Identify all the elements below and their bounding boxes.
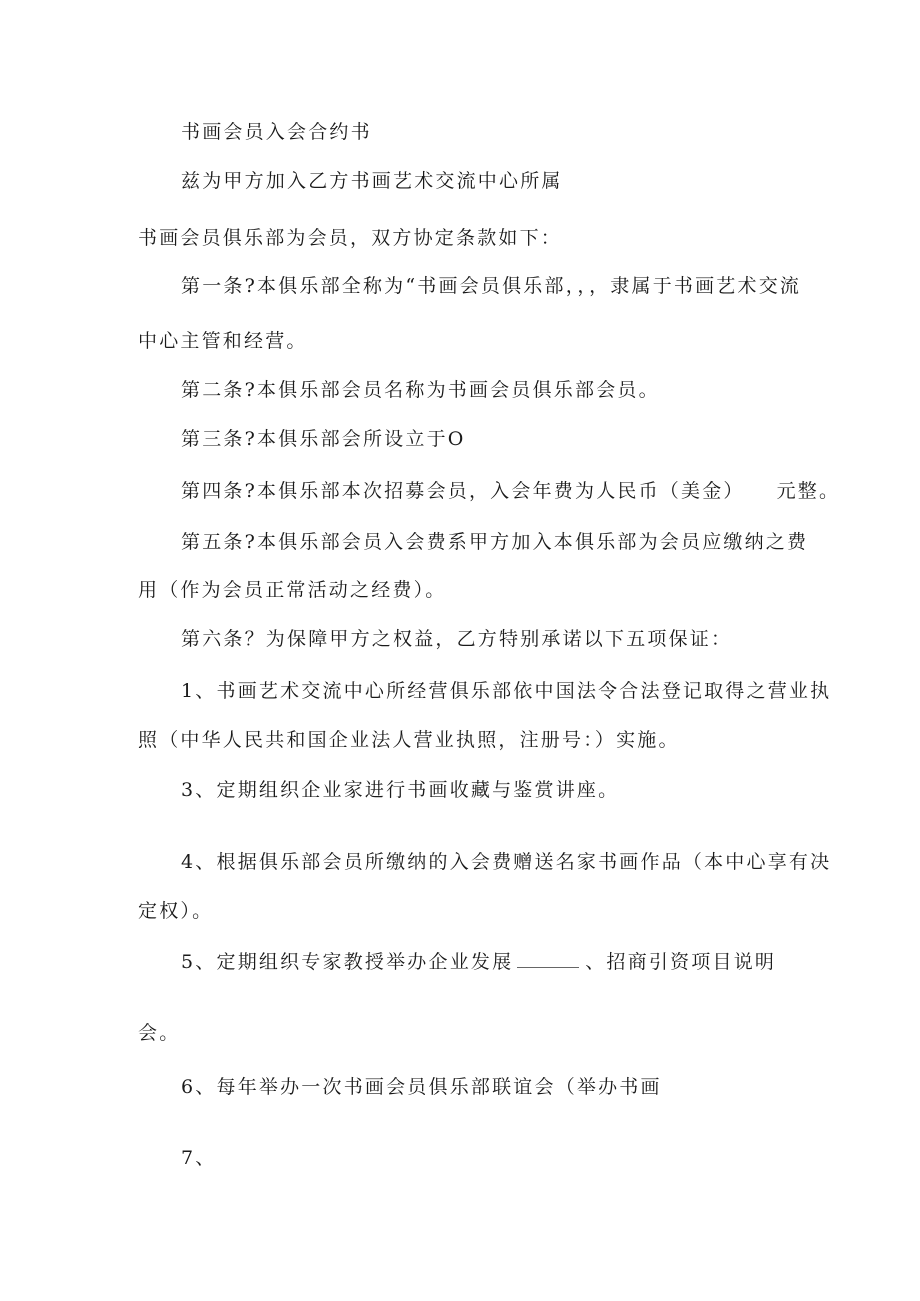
- article-5-line-1: 第五条?本俱乐部会员入会费系甲方加入本俱乐部为会员应缴纳之费: [181, 531, 809, 553]
- article-1-line-2: 中心主管和经营。: [138, 330, 308, 352]
- document-title: 书画会员入会合约书: [181, 121, 372, 143]
- article-4-text: 第四条?本俱乐部本次招募会员，入会年费为人民币（美金）: [181, 480, 745, 502]
- intro-line-1: 兹为甲方加入乙方书画艺术交流中心所属: [181, 170, 563, 192]
- item-6: 6、每年举办一次书画会员俱乐部联谊会（举办书画: [181, 1076, 662, 1098]
- article-2: 第二条?本俱乐部会员名称为书画会员俱乐部会员。: [181, 379, 660, 401]
- article-6: 第六条？为保障甲方之权益，乙方特别承诺以下五项保证：: [181, 628, 733, 650]
- intro-line-2: 书画会员俱乐部为会员，双方协定条款如下：: [138, 227, 563, 249]
- item-7: 7、: [181, 1147, 217, 1169]
- item-4-line-1: 4、根据俱乐部会员所缴纳的入会费赠送名家书画作品（本中心享有决: [181, 851, 832, 873]
- article-4-end: 元整。: [776, 480, 841, 502]
- item-5-line-2: 会。: [138, 1022, 181, 1044]
- item-1-line-2: 照（中华人民共和国企业法人营业执照，注册号：）实施。: [138, 729, 680, 751]
- article-4: [181, 478, 840, 504]
- article-5-line-2: 用（作为会员正常活动之经费）。: [138, 579, 447, 601]
- article-3: 第三条?本俱乐部会所设立于O: [181, 428, 466, 450]
- item-5-text-after: 、招商引资项目说明: [585, 951, 777, 973]
- item-1-line-1: 1、书画艺术交流中心所经营俱乐部依中国法令合法登记取得之营业执: [181, 680, 832, 702]
- item-4-line-2: 定权）。: [138, 900, 214, 922]
- item-5-line-1: [181, 949, 776, 975]
- fill-in-blank: [517, 955, 579, 968]
- item-5-text-before: 5、定期组织专家教授举办企业发展: [181, 951, 514, 973]
- item-3: 3、定期组织企业家进行书画收藏与鉴赏讲座。: [181, 779, 620, 801]
- article-1-line-1: 第一条?本俱乐部全称为“书画会员俱乐部，，，隶属于书画艺术交流: [181, 275, 802, 297]
